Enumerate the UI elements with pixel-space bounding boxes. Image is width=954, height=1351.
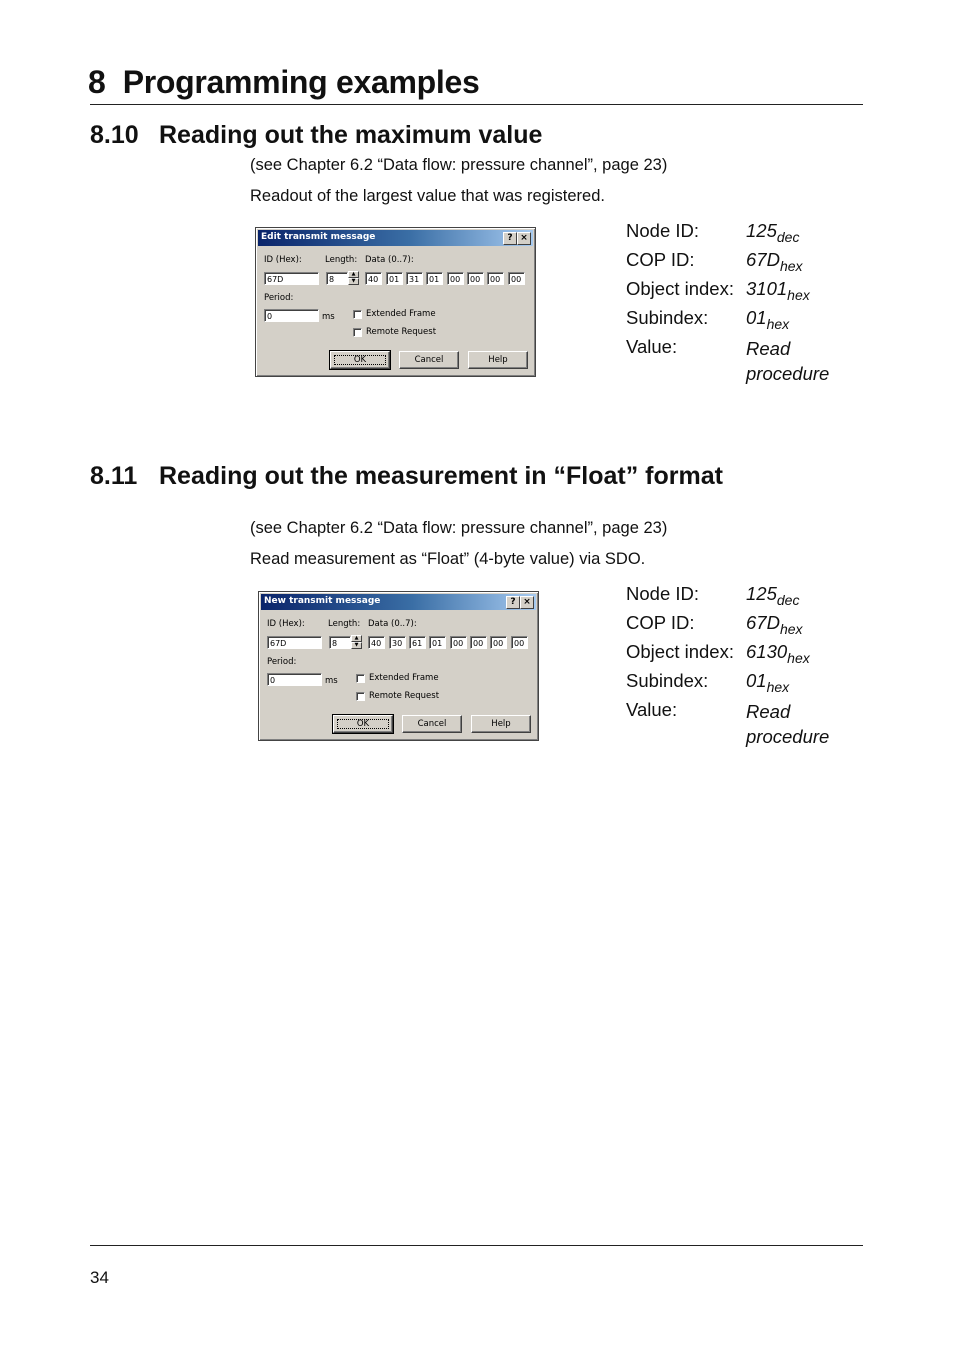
- ok-label: OK: [353, 355, 367, 365]
- id-input[interactable]: 67D: [267, 636, 322, 649]
- remote-request-checkbox[interactable]: [356, 692, 365, 701]
- remote-request-label: Remote Request: [366, 327, 437, 337]
- id-label: ID (Hex):: [267, 619, 305, 629]
- data-byte-4[interactable]: 00: [450, 636, 467, 649]
- param-cop-id: COP ID: $67D_{hex}$: [626, 612, 803, 637]
- period-label: Period:: [267, 657, 297, 667]
- help-button[interactable]: Help: [471, 715, 531, 733]
- period-unit: ms: [322, 312, 335, 322]
- remote-request-checkbox[interactable]: [353, 328, 362, 337]
- param-node-id: Node ID: $125_{dec}$: [626, 220, 800, 245]
- parameter-list: [626, 583, 829, 749]
- section-reference: (see Chapter 6.2 “Data flow: pressure channel”, page 23): [250, 519, 668, 537]
- length-spinner[interactable]: [351, 635, 362, 650]
- length-input[interactable]: 8: [326, 272, 348, 285]
- data-byte-2[interactable]: 61: [409, 636, 426, 649]
- ok-button[interactable]: [330, 351, 390, 369]
- data-byte-3[interactable]: 01: [426, 272, 443, 285]
- spin-down-icon[interactable]: ▼: [351, 642, 362, 649]
- spin-up-icon[interactable]: ▲: [348, 271, 359, 278]
- section-title-8-11: [90, 462, 723, 491]
- dialog-title: Edit transmit message: [261, 232, 376, 242]
- section-reference: (see Chapter 6.2 “Data flow: pressure channel”, page 23): [250, 156, 668, 174]
- cancel-button[interactable]: Cancel: [402, 715, 462, 733]
- extended-frame-checkbox[interactable]: [353, 310, 362, 319]
- extended-frame-label: Extended Frame: [366, 309, 436, 319]
- data-byte-0[interactable]: 40: [368, 636, 385, 649]
- param-cop-id: COP ID: $67D_{hex}$: [626, 249, 803, 274]
- param-object-index: Object index: $6130_{hex}$: [626, 641, 810, 666]
- length-label: Length:: [325, 255, 358, 265]
- remote-request-label: Remote Request: [369, 691, 440, 701]
- length-label: Length:: [328, 619, 361, 629]
- data-byte-6[interactable]: 00: [487, 272, 504, 285]
- new-transmit-message-dialog: [258, 591, 539, 741]
- data-byte-1[interactable]: 30: [389, 636, 406, 649]
- section-description: Readout of the largest value that was registered.: [250, 187, 605, 205]
- param-value: Value: Read procedure: [626, 699, 830, 747]
- section-title-8-10: [90, 121, 542, 150]
- period-label: Period:: [264, 293, 294, 303]
- id-input[interactable]: 67D: [264, 272, 319, 285]
- help-button[interactable]: Help: [468, 351, 528, 369]
- section-title-text: Reading out the measurement in “Float” format: [159, 462, 723, 490]
- extended-frame-label: Extended Frame: [369, 673, 439, 683]
- data-byte-5[interactable]: 00: [470, 636, 487, 649]
- data-byte-7[interactable]: 00: [511, 636, 528, 649]
- param-subindex: Subindex: $01_{hex}$: [626, 307, 790, 332]
- period-input[interactable]: 0: [267, 673, 322, 686]
- length-spinner[interactable]: [348, 271, 359, 286]
- data-label: Data (0..7):: [368, 619, 417, 629]
- section-title-text: Reading out the maximum value: [159, 121, 543, 149]
- chapter-rule: [90, 104, 863, 105]
- section-description: Read measurement as “Float” (4-byte value) via SDO.: [250, 550, 646, 568]
- chapter-title: [88, 64, 480, 101]
- id-label: ID (Hex):: [264, 255, 302, 265]
- chapter-number: 8: [88, 64, 106, 100]
- data-byte-0[interactable]: 40: [365, 272, 382, 285]
- data-byte-1[interactable]: 01: [386, 272, 403, 285]
- dialog-titlebar: [258, 230, 533, 246]
- param-object-index: Object index: $3101_{hex}$: [626, 278, 810, 303]
- data-byte-4[interactable]: 00: [447, 272, 464, 285]
- close-icon[interactable]: ×: [517, 232, 531, 245]
- extended-frame-checkbox[interactable]: [356, 674, 365, 683]
- footer-rule: [90, 1245, 863, 1246]
- section-number: 8.10: [90, 121, 139, 149]
- spin-down-icon[interactable]: ▼: [348, 278, 359, 285]
- cancel-button[interactable]: Cancel: [399, 351, 459, 369]
- ok-button[interactable]: [333, 715, 393, 733]
- ok-label: OK: [356, 719, 370, 729]
- parameter-list: [626, 220, 829, 386]
- spin-up-icon[interactable]: ▲: [351, 635, 362, 642]
- data-byte-5[interactable]: 00: [467, 272, 484, 285]
- period-unit: ms: [325, 676, 338, 686]
- help-icon[interactable]: ?: [503, 232, 517, 245]
- data-byte-2[interactable]: 31: [406, 272, 423, 285]
- param-value: Value: Read procedure: [626, 336, 830, 384]
- data-byte-7[interactable]: 00: [508, 272, 525, 285]
- param-node-id: Node ID: $125_{dec}$: [626, 583, 800, 608]
- edit-transmit-message-dialog: [255, 227, 536, 377]
- length-input[interactable]: 8: [329, 636, 351, 649]
- section-number: 8.11: [90, 462, 138, 490]
- chapter-title-text: Programming examples: [122, 64, 480, 100]
- data-byte-6[interactable]: 00: [490, 636, 507, 649]
- period-input[interactable]: 0: [264, 309, 319, 322]
- dialog-title: New transmit message: [264, 596, 381, 606]
- data-label: Data (0..7):: [365, 255, 414, 265]
- page-number: 34: [90, 1268, 109, 1287]
- dialog-titlebar: [261, 594, 536, 610]
- data-byte-3[interactable]: 01: [429, 636, 446, 649]
- close-icon[interactable]: ×: [520, 596, 534, 609]
- param-subindex: Subindex: $01_{hex}$: [626, 670, 790, 695]
- help-icon[interactable]: ?: [506, 596, 520, 609]
